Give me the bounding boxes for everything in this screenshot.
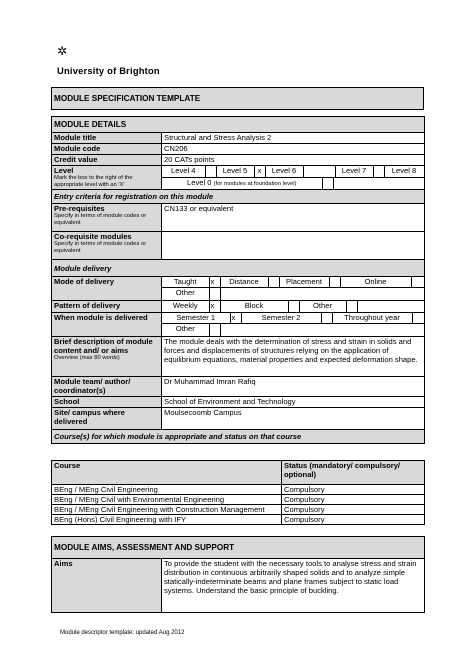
placement-checkbox[interactable] bbox=[329, 277, 340, 288]
module-title-value: Structural and Stress Analysis 2 bbox=[162, 133, 425, 144]
semester-1-checkbox[interactable]: x bbox=[230, 313, 241, 324]
pattern-other-checkbox[interactable] bbox=[346, 301, 357, 312]
table-row bbox=[52, 505, 425, 515]
level-6-option: Level 6 bbox=[265, 166, 303, 178]
brief-description-label-cell bbox=[52, 337, 162, 377]
mode-of-delivery-label: Mode of delivery bbox=[52, 277, 162, 301]
level-6-checkbox[interactable] bbox=[303, 166, 335, 178]
when-other-checkbox[interactable] bbox=[209, 324, 220, 336]
table-row bbox=[52, 515, 425, 525]
semester-2-option: Semester 2 bbox=[241, 313, 321, 324]
module-code-label: Module code bbox=[52, 144, 162, 155]
distance-checkbox[interactable] bbox=[268, 277, 279, 288]
aims-label: Aims bbox=[52, 559, 162, 613]
course-name: BEng (Hons) Civil Engineering with IFY bbox=[52, 515, 282, 525]
school-value: School of Environment and Technology bbox=[162, 397, 425, 408]
aims-value: To provide the student with the necessary tools to analyse stress and strain distribution in continuous arbitrarily shaped solids and to analyze simple statically-indeterminate beams and plane frames subject to static load systems. Understand the basic principle of buckling. bbox=[162, 559, 425, 613]
level-grid bbox=[162, 166, 424, 178]
corequisites-note: Specify in terms of module codes or equivalent bbox=[54, 241, 147, 254]
corequisites-label: Co-requisite modules bbox=[54, 232, 132, 241]
when-delivered-label: When module is delivered bbox=[52, 313, 162, 337]
online-checkbox[interactable] bbox=[411, 277, 424, 288]
table-row bbox=[52, 485, 425, 495]
course-name: BEng / MEng Civil Engineering bbox=[52, 485, 282, 495]
course-status: Compulsory bbox=[282, 515, 425, 525]
credit-value-value: 20 CATs points bbox=[162, 155, 425, 166]
courses-table bbox=[51, 460, 425, 525]
brief-description-note: Overview (max 80 words) bbox=[54, 355, 120, 361]
block-checkbox[interactable] bbox=[288, 301, 299, 312]
pattern-of-delivery-options bbox=[162, 301, 425, 313]
mode-grid bbox=[162, 277, 424, 288]
weekly-option: Weekly bbox=[162, 301, 209, 312]
courses-heading: Course(s) for which module is appropriate and status on that course bbox=[52, 430, 425, 444]
corequisites-label-cell bbox=[52, 232, 162, 260]
table-row bbox=[52, 495, 425, 505]
level-options bbox=[162, 166, 425, 190]
level-5-option: Level 5 bbox=[216, 166, 254, 178]
level-7-checkbox[interactable] bbox=[373, 166, 384, 178]
block-option: Block bbox=[220, 301, 288, 312]
level-0-grid bbox=[162, 178, 424, 189]
school-label: School bbox=[52, 397, 162, 408]
module-team-value: Dr Muhammad Imran Rafiq bbox=[162, 377, 425, 397]
module-team-label: Module team/ author/ coordinator(s) bbox=[52, 377, 162, 397]
prerequisites-note: Specify in terms of module codes or equivalent bbox=[54, 213, 147, 226]
course-status: Compulsory bbox=[282, 485, 425, 495]
entry-criteria-heading: Entry criteria for registration on this module bbox=[52, 190, 425, 204]
module-aims-table bbox=[51, 536, 425, 613]
mode-other-option: Other bbox=[162, 288, 209, 300]
taught-checkbox[interactable]: x bbox=[209, 277, 220, 288]
corequisites-value bbox=[162, 232, 425, 260]
institution-name: University of Brighton bbox=[57, 65, 160, 76]
site-value: Moulsecoomb Campus bbox=[162, 408, 425, 430]
course-status: Compulsory bbox=[282, 505, 425, 515]
module-details-heading: MODULE DETAILS bbox=[52, 117, 425, 133]
course-name: BEng / MEng Civil with Environmental Engineering bbox=[52, 495, 282, 505]
module-code-value: CN206 bbox=[162, 144, 425, 155]
pattern-grid bbox=[162, 301, 424, 312]
course-name: BEng / MEng Civil Engineering with Construction Management bbox=[52, 505, 282, 515]
level-0-option bbox=[162, 178, 322, 189]
site-label: Site/ campus where delivered bbox=[52, 408, 162, 430]
level-0-label: Level 0 bbox=[187, 178, 212, 187]
semester-2-checkbox[interactable] bbox=[321, 313, 332, 324]
when-other-option: Other bbox=[162, 324, 209, 336]
logo-mark-icon: ✲ bbox=[57, 44, 68, 58]
mode-other-checkbox[interactable] bbox=[209, 288, 220, 300]
level-0-checkbox[interactable] bbox=[322, 178, 333, 189]
level-0-blank bbox=[333, 178, 424, 189]
pattern-blank bbox=[357, 301, 424, 312]
pattern-of-delivery-label: Pattern of delivery bbox=[52, 301, 162, 313]
weekly-checkbox[interactable]: x bbox=[209, 301, 220, 312]
course-column-header: Course bbox=[52, 461, 282, 485]
status-column-header: Status (mandatory/ compulsory/ optional) bbox=[282, 461, 425, 485]
module-aims-heading: MODULE AIMS, ASSESSMENT AND SUPPORT bbox=[52, 537, 425, 559]
level-label-cell bbox=[52, 166, 162, 190]
module-delivery-heading: Module delivery bbox=[52, 260, 425, 277]
footer-note: Module descriptor template: updated Aug 2012 bbox=[60, 630, 185, 636]
brief-description-value: The module deals with the determination of stress and strain in solids and forces and displacements of structures relying on the application of equilibrium equations, material properties and expected deformation shape. bbox=[162, 337, 425, 377]
module-details-table bbox=[51, 116, 425, 444]
level-0-note: (for modules at foundation level) bbox=[213, 181, 297, 187]
credit-value-label: Credit value bbox=[52, 155, 162, 166]
distance-option: Distance bbox=[220, 277, 268, 288]
prerequisites-value: CN133 or equivalent bbox=[162, 204, 425, 232]
taught-option: Taught bbox=[162, 277, 209, 288]
level-4-option: Level 4 bbox=[162, 166, 205, 178]
prerequisites-label: Pre-requisites bbox=[54, 204, 105, 213]
pattern-other-option: Other bbox=[299, 301, 346, 312]
when-grid bbox=[162, 313, 424, 324]
template-title: MODULE SPECIFICATION TEMPLATE bbox=[52, 88, 424, 110]
mode-other-blank bbox=[220, 288, 424, 300]
mode-of-delivery-options bbox=[162, 277, 425, 301]
throughout-year-option: Throughout year bbox=[332, 313, 412, 324]
level-label: Level bbox=[54, 166, 74, 175]
module-title-label: Module title bbox=[52, 133, 162, 144]
throughout-year-checkbox[interactable] bbox=[412, 313, 424, 324]
brief-description-label: Brief description of module content and/ or aims bbox=[54, 337, 153, 355]
university-logo bbox=[57, 45, 207, 76]
course-status: Compulsory bbox=[282, 495, 425, 505]
when-other-blank bbox=[220, 324, 424, 336]
when-delivered-options bbox=[162, 313, 425, 337]
mode-other-grid bbox=[162, 288, 424, 300]
level-4-checkbox[interactable] bbox=[205, 166, 216, 178]
online-option: Online bbox=[340, 277, 411, 288]
placement-option: Placement bbox=[279, 277, 329, 288]
when-other-grid bbox=[162, 324, 424, 336]
prerequisites-label-cell bbox=[52, 204, 162, 232]
level-7-option: Level 7 bbox=[335, 166, 373, 178]
level-5-checkbox[interactable]: x bbox=[254, 166, 265, 178]
level-8-option: Level 8 bbox=[384, 166, 424, 178]
semester-1-option: Semester 1 bbox=[162, 313, 230, 324]
level-note: Mark the box to the right of the appropriate level with an 'X' bbox=[54, 175, 133, 188]
template-title-table bbox=[51, 87, 424, 110]
